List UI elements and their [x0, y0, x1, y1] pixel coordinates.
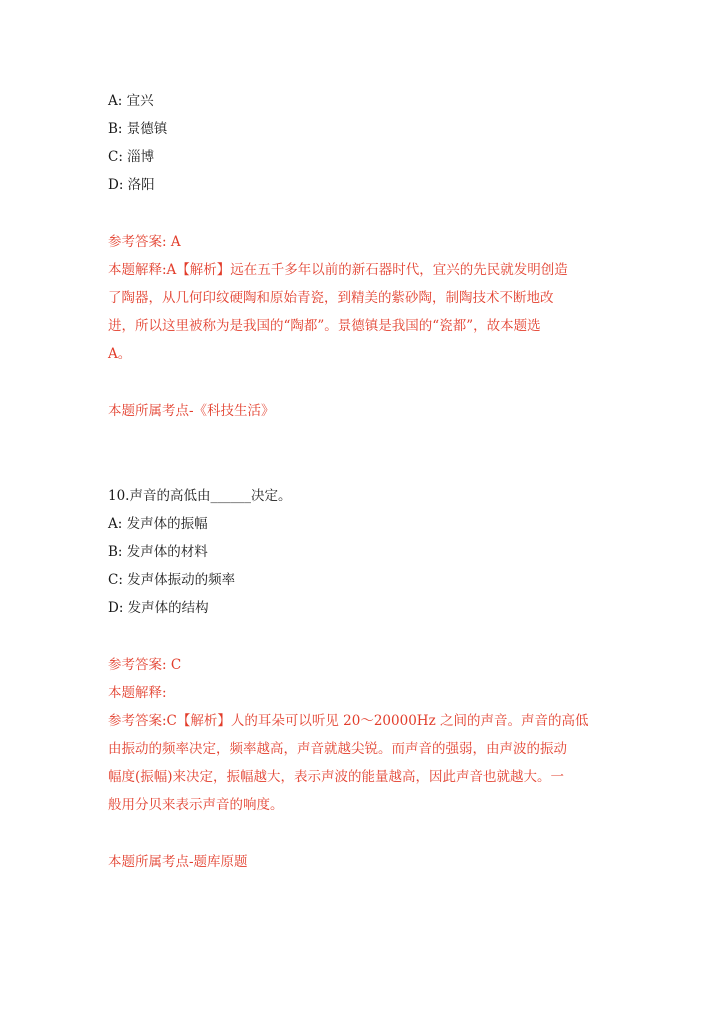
q9-option-c — [108, 147, 154, 167]
option-key: C: — [108, 149, 128, 165]
q10-explanation-line-1: 参考答案:C【解析】人的耳朵可以听见 20～20000Hz 之间的声音。声音的高低 — [108, 713, 589, 729]
q9-option-a — [108, 91, 154, 111]
option-text: 景德镇 — [126, 121, 168, 137]
option-text: 洛阳 — [127, 177, 155, 193]
q9-explanation-line-4: A。 — [108, 346, 132, 362]
option-text: 发声体振动的频率 — [127, 572, 236, 588]
q10-question: 10.声音的高低由______决定。 — [108, 488, 292, 504]
option-key: A: — [108, 516, 127, 532]
q10-explanation-line-4: 般用分贝来表示声音的响度。 — [108, 797, 284, 813]
q9-topic: 本题所属考点-《科技生活》 — [108, 403, 275, 419]
q10-explanation-line-2: 由振动的频率决定，频率越高，声音就越尖锐。而声音的强弱，由声波的振动 — [108, 741, 567, 757]
q10-option-b — [108, 542, 208, 562]
q9-explanation-line-2: 了陶器，从几何印纹硬陶和原始青瓷，到精美的紫砂陶，制陶技术不断地改 — [108, 290, 554, 306]
option-text: 发声体的结构 — [127, 600, 209, 616]
q10-answer: 参考答案: C — [108, 657, 182, 673]
option-key: C: — [108, 572, 128, 588]
q10-option-a — [108, 514, 208, 534]
q9-option-b — [108, 119, 167, 139]
q9-answer: 参考答案: A — [108, 234, 181, 250]
q10-option-d — [108, 598, 209, 618]
option-key: B: — [108, 544, 127, 560]
option-text: 宜兴 — [126, 93, 154, 109]
option-key: D: — [108, 177, 128, 193]
option-key: A: — [108, 93, 127, 109]
q9-explanation-line-3: 进，所以这里被称为是我国的“陶都”。景德镇是我国的“瓷都”，故本题选 — [108, 318, 541, 334]
q10-topic: 本题所属考点-题库原题 — [108, 854, 248, 870]
q10-explanation-label: 本题解释: — [108, 685, 167, 701]
option-text: 发声体的振幅 — [126, 516, 208, 532]
option-text: 淄博 — [127, 149, 155, 165]
q9-option-d — [108, 175, 155, 195]
option-text: 发声体的材料 — [126, 544, 208, 560]
q10-explanation-line-3: 幅度(振幅)来决定，振幅越大，表示声波的能量越高，因此声音也就越大。一 — [108, 769, 565, 785]
option-key: D: — [108, 600, 128, 616]
option-key: B: — [108, 121, 127, 137]
q10-option-c — [108, 570, 235, 590]
q9-explanation-line-1: 本题解释:A【解析】远在五千多年以前的新石器时代，宜兴的先民就发明创造 — [108, 262, 568, 278]
